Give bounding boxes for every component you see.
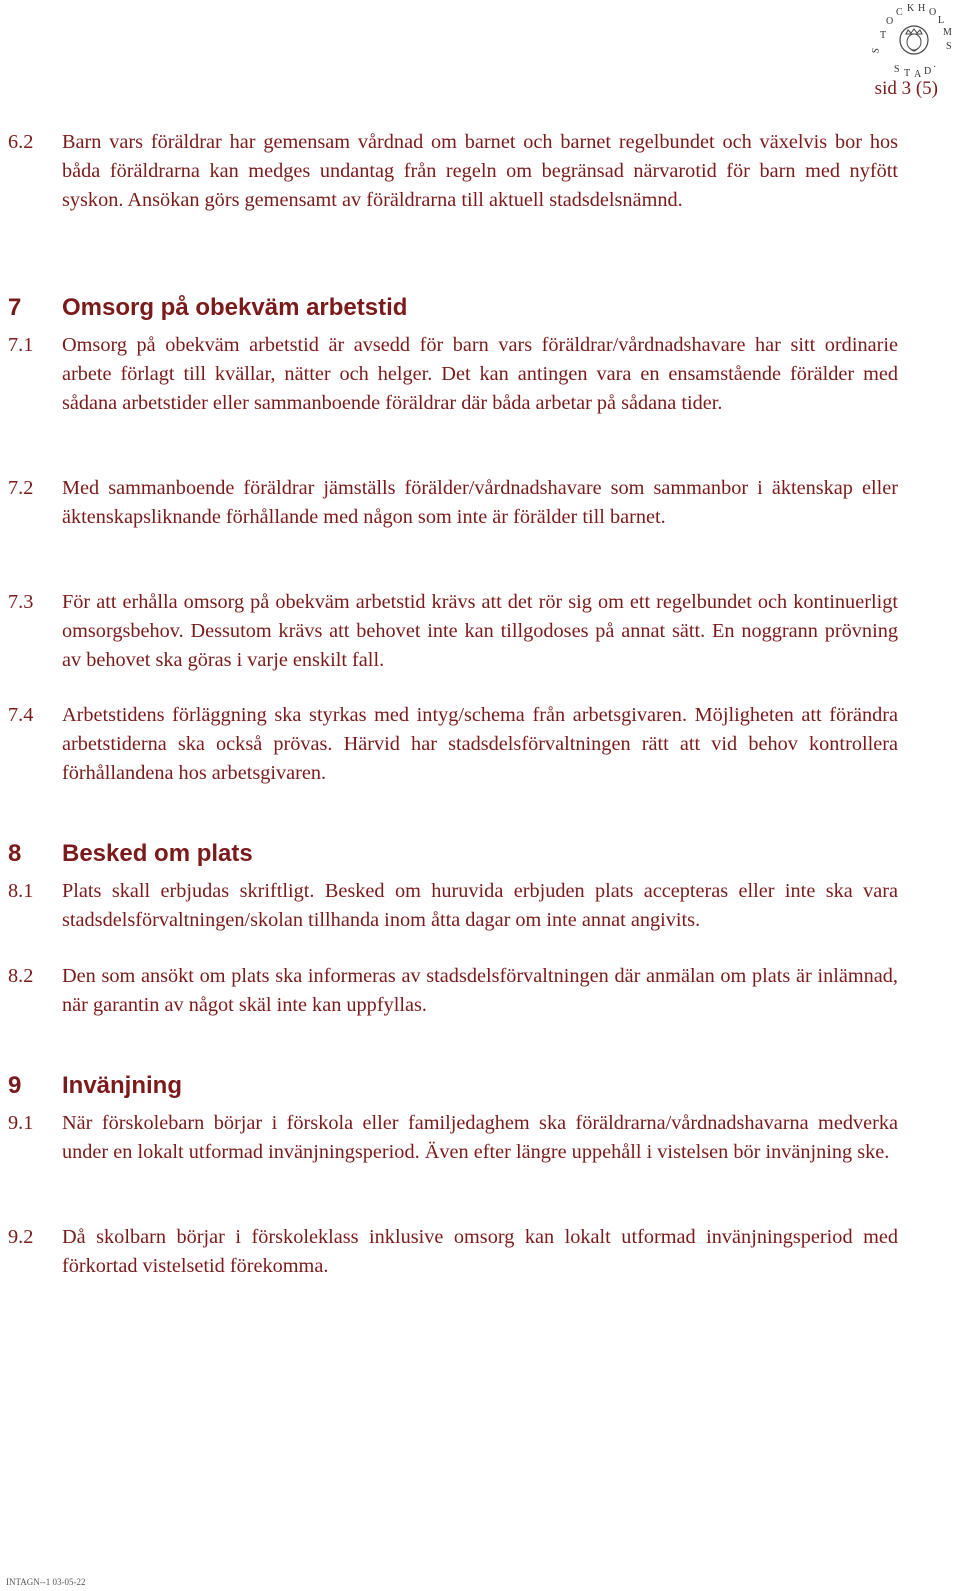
section-heading-9 bbox=[8, 1072, 182, 1100]
paragraph-text: Den som ansökt om plats ska informeras av stadsdelsförvaltningen där anmälan om plats är inlämnad, när garantin av något skäl inte kan uppfyllas. bbox=[62, 965, 898, 1016]
paragraph-9-1 bbox=[8, 1109, 898, 1167]
paragraph-number: 8.2 bbox=[8, 965, 34, 987]
paragraph-text: Plats skall erbjudas skriftligt. Besked om huruvida erbjuden plats accepteras eller inte ska vara stadsdelsförvaltningen/skolan tillhanda inom åtta dagar om inte annat angivits. bbox=[62, 880, 898, 931]
svg-text:O: O bbox=[886, 16, 894, 27]
paragraph-9-2 bbox=[8, 1223, 898, 1281]
paragraph-text: Arbetstidens förläggning ska styrkas med intyg/schema från arbetsgivaren. Möjligheten att förändra arbetstiderna ska också prövas. Härvid har stadsdelsförvaltningen rätt att vid behov kontrollera förhållandena hos arbetsgivaren. bbox=[62, 704, 898, 784]
paragraph-text: När förskolebarn börjar i förskola eller familjedaghem ska föräldrarna/vårdnadshavarna medverka under en lokalt utformad invänjningsperiod. Även efter längre uppehåll i vistelsen bör invänjning ske. bbox=[62, 1112, 898, 1163]
paragraph-number: 9.2 bbox=[8, 1226, 34, 1248]
paragraph-text: Barn vars föräldrar har gemensam vårdnad om barnet och barnet regelbundet och växelvis bor hos båda föräldrarna kan medges undantag från regeln om begränsad närvarotid för barn med nyfött syskon. Ansökan görs gemensamt av föräldrarna till aktuell stadsdelsnämnd. bbox=[62, 131, 898, 211]
section-title: Invänjning bbox=[62, 1072, 182, 1099]
svg-text:D: D bbox=[924, 66, 932, 77]
svg-text:A: A bbox=[914, 69, 922, 80]
paragraph-text: Med sammanboende föräldrar jämställs förälder/vårdnadshavare som sammanbor i äktenskap eller äktenskapsliknande förhållande med någon som inte är förälder till barnet. bbox=[62, 477, 898, 528]
section-heading-7 bbox=[8, 294, 407, 322]
svg-text:L: L bbox=[938, 15, 945, 26]
paragraph-6-2 bbox=[8, 128, 898, 215]
section-number: 7 bbox=[8, 294, 22, 321]
svg-text:C: C bbox=[896, 7, 903, 18]
paragraph-number: 7.1 bbox=[8, 334, 34, 356]
paragraph-text: Då skolbarn börjar i förskoleklass inklusive omsorg kan lokalt utformad invänjningsperiod med förkortad vistelsetid förekomma. bbox=[62, 1226, 898, 1277]
svg-text:S: S bbox=[946, 41, 952, 52]
paragraph-8-1 bbox=[8, 877, 898, 935]
paragraph-7-2 bbox=[8, 474, 898, 532]
svg-text:O: O bbox=[929, 7, 937, 18]
section-heading-8 bbox=[8, 840, 253, 868]
paragraph-text: Omsorg på obekväm arbetstid är avsedd för barn vars föräldrar/vårdnadshavare har sitt ordinarie arbete förlagt till kvällar, nätter och helger. Det kan antingen vara en ensamstående förälder med sådana arbetstider eller sammanboende föräldrar där båda arbetar på sådana tider. bbox=[62, 334, 898, 414]
section-title: Besked om plats bbox=[62, 840, 253, 867]
svg-text:H: H bbox=[918, 3, 926, 14]
paragraph-7-4 bbox=[8, 701, 898, 788]
svg-text:S: S bbox=[870, 47, 882, 55]
svg-text:M: M bbox=[943, 27, 952, 38]
paragraph-number: 7.4 bbox=[8, 704, 34, 726]
paragraph-text: För att erhålla omsorg på obekväm arbetstid krävs att det rör sig om ett regelbundet och kontinuerligt omsorgsbehov. Dessutom krävs att behovet inte kan tillgodoses på annat sätt. En noggrann prövning av behovet ska göras i varje enskilt fall. bbox=[62, 591, 898, 671]
paragraph-number: 7.3 bbox=[8, 591, 34, 613]
paragraph-number: 9.1 bbox=[8, 1112, 34, 1134]
section-number: 8 bbox=[8, 840, 22, 867]
stockholm-stad-logo bbox=[872, 2, 956, 82]
paragraph-8-2 bbox=[8, 962, 898, 1020]
section-title: Omsorg på obekväm arbetstid bbox=[62, 294, 408, 321]
section-number: 9 bbox=[8, 1072, 22, 1099]
svg-text:T: T bbox=[880, 30, 887, 41]
document-code: INTAGN--1 03-05-22 bbox=[6, 1577, 86, 1587]
paragraph-7-3 bbox=[8, 588, 898, 675]
paragraph-7-1 bbox=[8, 331, 898, 418]
svg-text:K: K bbox=[907, 3, 915, 14]
paragraph-number: 8.1 bbox=[8, 880, 34, 902]
paragraph-number: 6.2 bbox=[8, 131, 34, 153]
svg-text:·: · bbox=[933, 62, 937, 73]
svg-text:S: S bbox=[894, 64, 900, 75]
paragraph-number: 7.2 bbox=[8, 477, 34, 499]
page-number: sid 3 (5) bbox=[874, 78, 938, 99]
svg-text:T: T bbox=[904, 68, 911, 79]
